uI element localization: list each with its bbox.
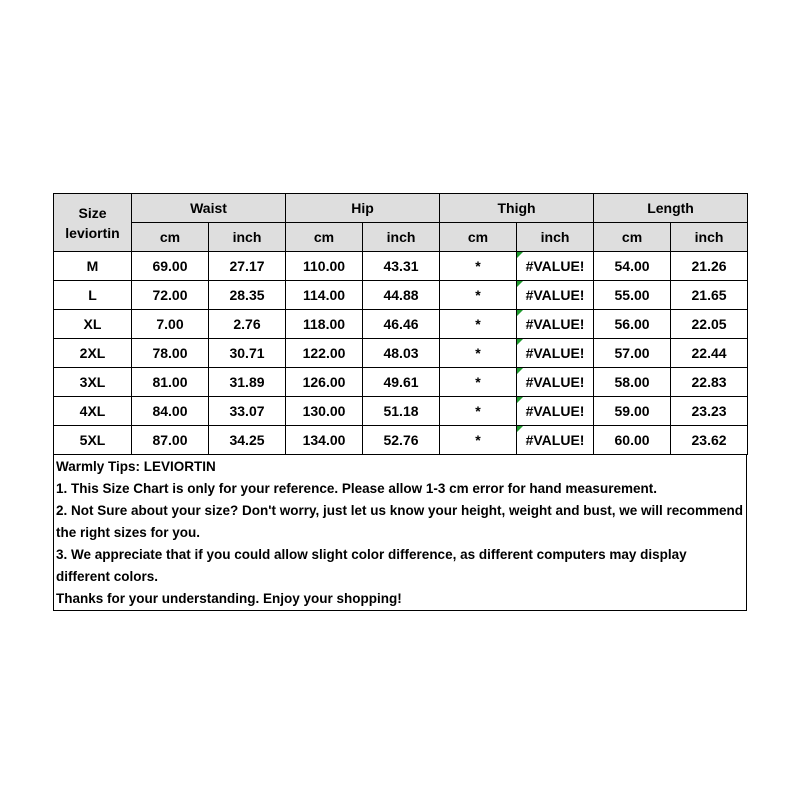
unit-header: inch xyxy=(363,223,440,252)
table-cell: 51.18 xyxy=(363,397,440,426)
table-row xyxy=(54,252,748,281)
table-cell: 72.00 xyxy=(132,281,209,310)
unit-header: cm xyxy=(440,223,517,252)
table-cell: 22.44 xyxy=(671,339,748,368)
table-cell: 44.88 xyxy=(363,281,440,310)
group-header-waist: Waist xyxy=(132,194,286,223)
table-cell: * xyxy=(440,281,517,310)
table-cell: 52.76 xyxy=(363,426,440,455)
size-chart xyxy=(53,193,747,611)
size-cell: 2XL xyxy=(54,339,132,368)
size-cell: M xyxy=(54,252,132,281)
table-cell: 22.83 xyxy=(671,368,748,397)
size-cell: 5XL xyxy=(54,426,132,455)
table-cell: 84.00 xyxy=(132,397,209,426)
tip-line: 3. We appreciate that if you could allow slight color difference, as different computers may display different colors. xyxy=(56,547,687,584)
table-cell: 134.00 xyxy=(286,426,363,455)
table-cell: 34.25 xyxy=(209,426,286,455)
table-cell: 78.00 xyxy=(132,339,209,368)
table-row xyxy=(54,368,748,397)
size-cell: 3XL xyxy=(54,368,132,397)
group-header-hip: Hip xyxy=(286,194,440,223)
unit-header: cm xyxy=(594,223,671,252)
table-row xyxy=(54,426,748,455)
unit-header-row xyxy=(54,223,748,252)
table-cell: 110.00 xyxy=(286,252,363,281)
table-cell: 21.26 xyxy=(671,252,748,281)
table-cell: 28.35 xyxy=(209,281,286,310)
tips-box xyxy=(53,455,747,611)
size-cell: XL xyxy=(54,310,132,339)
error-cell: #VALUE! xyxy=(517,252,594,281)
table-cell: 59.00 xyxy=(594,397,671,426)
table-cell: * xyxy=(440,339,517,368)
table-cell: 60.00 xyxy=(594,426,671,455)
table-cell: * xyxy=(440,310,517,339)
table-cell: * xyxy=(440,368,517,397)
table-cell: 118.00 xyxy=(286,310,363,339)
group-header-thigh: Thigh xyxy=(440,194,594,223)
table-row xyxy=(54,281,748,310)
error-cell: #VALUE! xyxy=(517,426,594,455)
unit-header: inch xyxy=(671,223,748,252)
table-cell: * xyxy=(440,397,517,426)
unit-header: cm xyxy=(132,223,209,252)
table-cell: 22.05 xyxy=(671,310,748,339)
table-row xyxy=(54,339,748,368)
table-cell: 23.62 xyxy=(671,426,748,455)
error-cell: #VALUE! xyxy=(517,281,594,310)
table-cell: * xyxy=(440,252,517,281)
table-cell: 21.65 xyxy=(671,281,748,310)
table-cell: 30.71 xyxy=(209,339,286,368)
table-cell: 2.76 xyxy=(209,310,286,339)
table-cell: 27.17 xyxy=(209,252,286,281)
table-cell: 122.00 xyxy=(286,339,363,368)
table-cell: 114.00 xyxy=(286,281,363,310)
table-cell: 57.00 xyxy=(594,339,671,368)
table-row xyxy=(54,310,748,339)
error-cell: #VALUE! xyxy=(517,368,594,397)
unit-header: inch xyxy=(209,223,286,252)
table-row xyxy=(54,397,748,426)
tips-closing: Thanks for your understanding. Enjoy your shopping! xyxy=(56,591,402,606)
table-cell: 31.89 xyxy=(209,368,286,397)
table-cell: 46.46 xyxy=(363,310,440,339)
table-cell: 69.00 xyxy=(132,252,209,281)
group-header-length: Length xyxy=(594,194,748,223)
size-cell: 4XL xyxy=(54,397,132,426)
size-header-line1: Size xyxy=(78,204,107,221)
table-cell: 7.00 xyxy=(132,310,209,339)
table-cell: 81.00 xyxy=(132,368,209,397)
error-cell: #VALUE! xyxy=(517,339,594,368)
size-cell: L xyxy=(54,281,132,310)
tips-heading: Warmly Tips: LEVIORTIN xyxy=(56,459,216,474)
table-cell: 23.23 xyxy=(671,397,748,426)
table-cell: * xyxy=(440,426,517,455)
table-cell: 54.00 xyxy=(594,252,671,281)
unit-header: inch xyxy=(517,223,594,252)
table-cell: 87.00 xyxy=(132,426,209,455)
table-cell: 48.03 xyxy=(363,339,440,368)
error-cell: #VALUE! xyxy=(517,397,594,426)
tip-line: 2. Not Sure about your size? Don't worry, just let us know your height, weight and bust, we will recommend the right sizes for you. xyxy=(56,503,744,540)
table-cell: 58.00 xyxy=(594,368,671,397)
tip-line: 1. This Size Chart is only for your reference. Please allow 1-3 cm error for hand measurement. xyxy=(56,481,657,496)
table-cell: 126.00 xyxy=(286,368,363,397)
table-cell: 43.31 xyxy=(363,252,440,281)
table-cell: 33.07 xyxy=(209,397,286,426)
table-cell: 49.61 xyxy=(363,368,440,397)
unit-header: cm xyxy=(286,223,363,252)
size-header-line2: leviortin xyxy=(65,224,120,241)
group-header-row xyxy=(54,194,748,223)
error-cell: #VALUE! xyxy=(517,310,594,339)
table-cell: 130.00 xyxy=(286,397,363,426)
size-table xyxy=(53,193,748,455)
size-header xyxy=(54,194,132,252)
table-cell: 56.00 xyxy=(594,310,671,339)
table-cell: 55.00 xyxy=(594,281,671,310)
